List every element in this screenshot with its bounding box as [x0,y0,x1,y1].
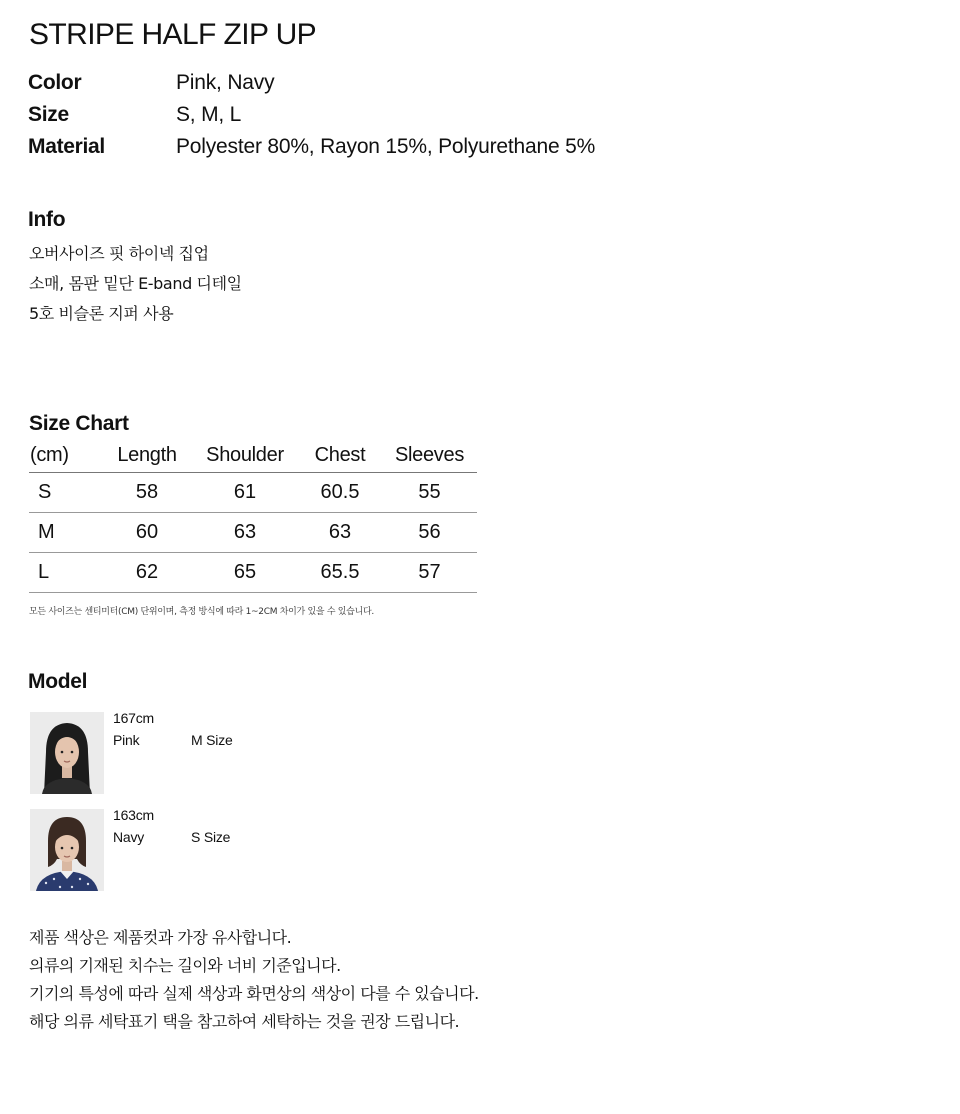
model-portrait-bob-hair-icon [30,809,104,891]
model-heading: Model [28,670,88,693]
table-cell: M [29,512,102,552]
column-header: Sleeves [382,440,477,472]
table-cell: 62 [102,552,192,592]
model-color: Pink [113,732,140,748]
table-cell: 60.5 [298,472,382,512]
footer-note: 의류의 기재된 치수는 길이와 너비 기준입니다. [29,956,341,975]
table-cell: 57 [382,552,477,592]
table-cell: 65 [192,552,298,592]
column-header: Length [102,440,192,472]
table-cell: 63 [192,512,298,552]
footer-note: 해당 의류 세탁표기 택을 참고하여 세탁하는 것을 권장 드립니다. [29,1012,460,1031]
footer-note: 기기의 특성에 따라 실제 색상과 화면상의 색상이 다를 수 있습니다. [29,984,479,1003]
footer-note: 제품 색상은 제품컷과 가장 유사합니다. [29,928,292,947]
spec-label: Material [28,135,105,158]
size-chart-table [29,440,477,593]
column-header: Shoulder [192,440,298,472]
table-cell: S [29,472,102,512]
model-height: 163cm [113,807,155,823]
table-cell: 63 [298,512,382,552]
table-row [29,552,477,592]
model-color: Navy [113,829,145,845]
spec-label: Size [28,103,69,126]
table-cell: 60 [102,512,192,552]
table-cell: 61 [192,472,298,512]
spec-value: Polyester 80%, Rayon 15%, Polyurethane 5% [176,135,596,158]
info-heading: Info [28,208,66,231]
info-line: 소매, 몸판 밑단 E-band 디테일 [29,274,242,293]
table-cell: 55 [382,472,477,512]
column-header: (cm) [29,440,102,472]
table-cell: 58 [102,472,192,512]
size-chart-heading: Size Chart [29,412,129,435]
size-chart-header-row [29,440,477,472]
spec-value: S, M, L [176,103,242,126]
product-title: STRIPE HALF ZIP UP [29,18,317,51]
table-row [29,512,477,552]
table-cell: 65.5 [298,552,382,592]
info-line: 오버사이즈 핏 하이넥 집업 [29,244,209,263]
spec-value: Pink, Navy [176,71,275,94]
column-header: Chest [298,440,382,472]
table-cell: L [29,552,102,592]
model-portrait-long-hair-icon [30,712,104,794]
table-cell: 56 [382,512,477,552]
model-size: M Size [191,732,233,748]
table-row [29,472,477,512]
size-chart-note: 모든 사이즈는 센티미터(CM) 단위이며, 측정 방식에 따라 1~2CM 차이가 있을 수 있습니다. [29,607,374,617]
model-height: 167cm [113,710,155,726]
spec-label: Color [28,71,82,94]
info-line: 5호 비슬론 지퍼 사용 [29,304,174,323]
model-size: S Size [191,829,231,845]
